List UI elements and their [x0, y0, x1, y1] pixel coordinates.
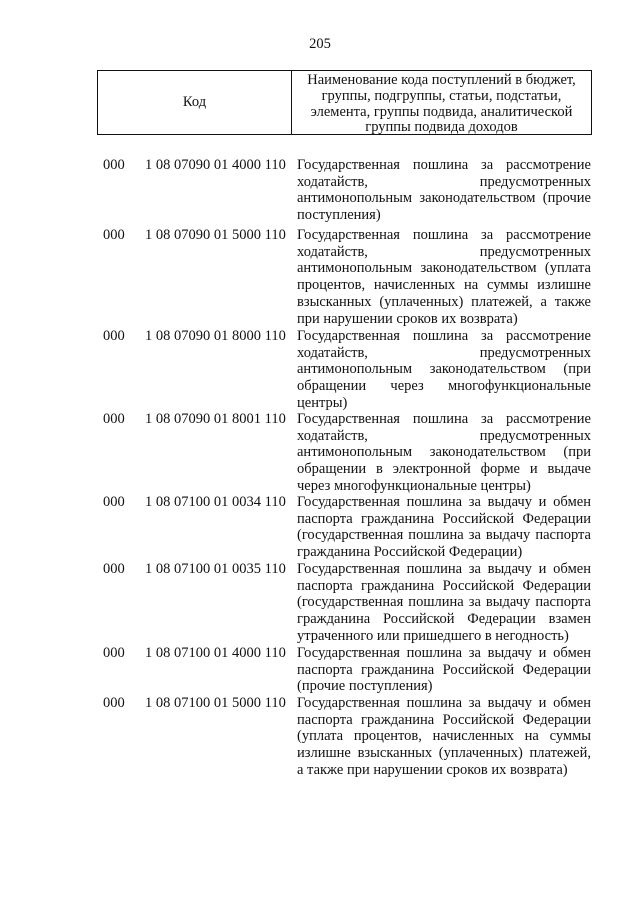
revenue-code: 1 08 07090 01 8001 110 — [145, 411, 286, 427]
admin-code: 000 — [103, 227, 125, 243]
revenue-code: 1 08 07090 01 4000 110 — [145, 157, 286, 173]
description-line: Государственная пошлина за выдачу и обмен — [297, 561, 591, 577]
description-line: Государственная пошлина за выдачу и обмен — [297, 695, 591, 711]
description-line: антимонопольным законодательством (при — [297, 361, 591, 378]
admin-code: 000 — [103, 494, 125, 510]
header-name-line: группы, подгруппы, статьи, подстатьи, — [321, 87, 562, 104]
description-line: Государственная пошлина за рассмотрение — [297, 157, 591, 173]
revenue-description — [297, 561, 591, 645]
description-line: ходатайств, предусмотренных — [297, 173, 591, 190]
admin-code: 000 — [103, 328, 125, 344]
description-line: Государственная пошлина за рассмотрение — [297, 227, 591, 243]
revenue-code: 1 08 07090 01 8000 110 — [145, 328, 286, 344]
revenue-description — [297, 227, 591, 327]
description-line: поступления) — [297, 207, 381, 224]
description-line: Государственная пошлина за выдачу и обмен — [297, 645, 591, 661]
description-line: обращении через многофункциональные — [297, 378, 591, 395]
description-line: (государственная пошлина за выдачу паспорта — [297, 594, 591, 611]
description-line: ходатайств, предусмотренных — [297, 243, 591, 260]
header-name-line: группы подвида доходов — [365, 119, 518, 136]
description-line: (уплата процентов, начисленных на суммы — [297, 728, 591, 745]
description-line: (прочие поступления) — [297, 678, 433, 695]
description-line: паспорта гражданина Российской Федерации — [297, 711, 591, 728]
revenue-code: 1 08 07100 01 5000 110 — [145, 695, 286, 711]
header-code-label: Код — [98, 71, 292, 134]
table-header — [97, 70, 592, 135]
description-line: паспорта гражданина Российской Федерации — [297, 510, 591, 527]
description-line: процентов, начисленных на суммы излишне — [297, 277, 591, 294]
description-line: гражданина Российской Федерации взамен — [297, 611, 591, 628]
revenue-description — [297, 645, 591, 695]
description-line: ходатайств, предусмотренных — [297, 427, 591, 444]
revenue-code: 1 08 07100 01 4000 110 — [145, 645, 286, 661]
admin-code: 000 — [103, 561, 125, 577]
revenue-description — [297, 695, 591, 779]
admin-code: 000 — [103, 695, 125, 711]
admin-code: 000 — [103, 157, 125, 173]
revenue-code: 1 08 07100 01 0035 110 — [145, 561, 286, 577]
description-line: Государственная пошлина за рассмотрение — [297, 411, 591, 427]
admin-code: 000 — [103, 645, 125, 661]
description-line: а также при нарушении сроков их возврата) — [297, 761, 568, 778]
admin-code: 000 — [103, 411, 125, 427]
description-line: центры) — [297, 394, 348, 411]
description-line: антимонопольным законодательством (при — [297, 444, 591, 461]
description-line: паспорта гражданина Российской Федерации — [297, 661, 591, 678]
description-line: антимонопольным законодательством (уплата — [297, 260, 591, 277]
header-name-line: элемента, группы подвида, аналитической — [310, 103, 573, 120]
description-line: обращении в электронной форме и выдаче — [297, 461, 591, 478]
revenue-description — [297, 328, 591, 412]
description-line: через многофункциональные центры) — [297, 477, 531, 494]
description-line: утраченного или пришедшего в негодность) — [297, 627, 569, 644]
description-line: при нарушении сроков их возврата) — [297, 310, 518, 327]
page-number: 205 — [309, 36, 331, 52]
description-line: Государственная пошлина за рассмотрение — [297, 328, 591, 344]
description-line: взысканных (уплаченных) платежей, а также — [297, 293, 591, 310]
header-name-label — [292, 71, 591, 134]
header-name-line: Наименование кода поступлений в бюджет, — [307, 72, 576, 88]
revenue-description — [297, 157, 591, 224]
description-line: гражданина Российской Федерации) — [297, 544, 523, 561]
description-line: излишне взысканных (уплаченных) платежей, — [297, 745, 591, 762]
description-line: антимонопольным законодательством (прочие — [297, 190, 591, 207]
description-line: (государственная пошлина за выдачу паспорта — [297, 527, 591, 544]
description-line: Государственная пошлина за выдачу и обмен — [297, 494, 591, 510]
revenue-description — [297, 411, 591, 495]
revenue-code: 1 08 07090 01 5000 110 — [145, 227, 286, 243]
revenue-description — [297, 494, 591, 561]
revenue-code: 1 08 07100 01 0034 110 — [145, 494, 286, 510]
description-line: ходатайств, предусмотренных — [297, 344, 591, 361]
description-line: паспорта гражданина Российской Федерации — [297, 577, 591, 594]
